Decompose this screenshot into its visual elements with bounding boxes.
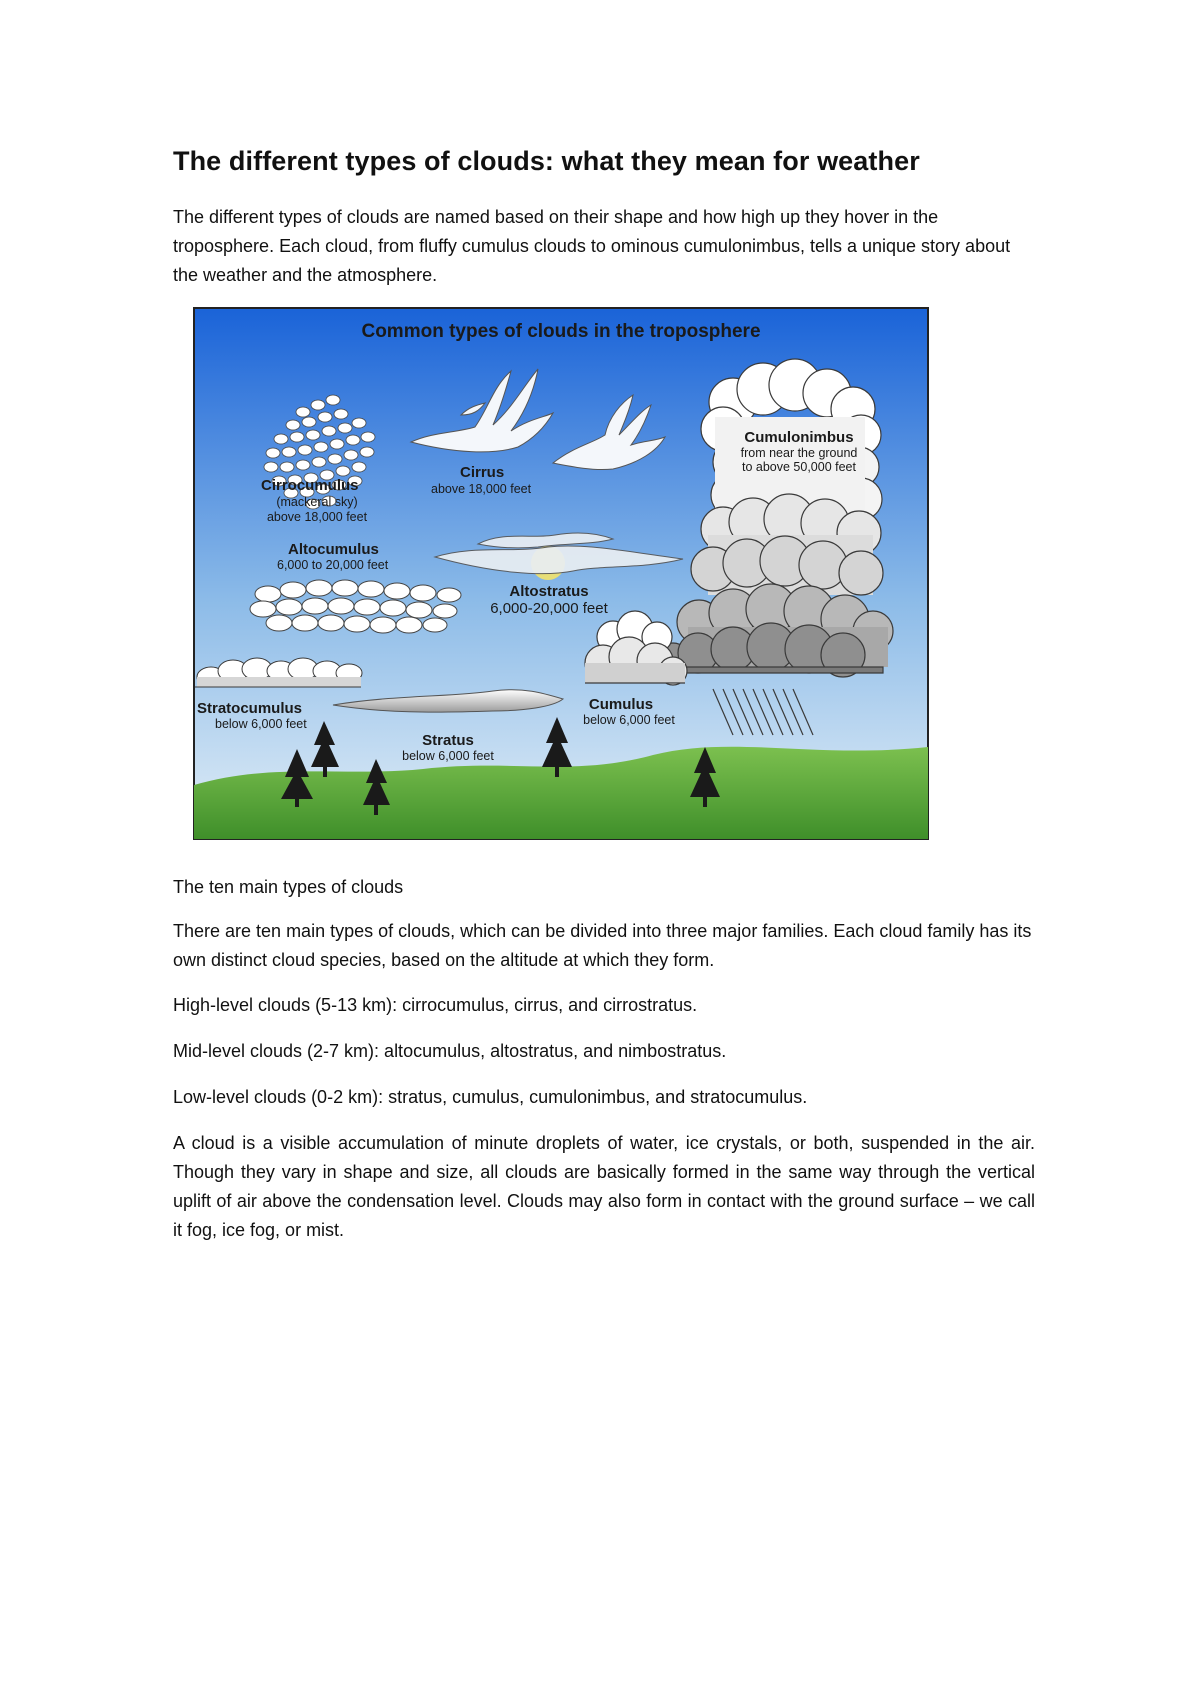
intro-paragraph: The different types of clouds are named based on their shape and how high up they hover in the troposphere. Each cloud, from fluffy cumulus clouds to ominous cumulonimbus, tells a unique story about the weather and the atmosphere. — [173, 207, 1011, 285]
cirrocumulus-sub2: above 18,000 feet — [266, 510, 368, 524]
stratocumulus-label: Stratocumulus — [197, 700, 303, 717]
cumulus-label: Cumulus — [588, 696, 654, 713]
altostratus-sub1: 6,000-20,000 feet — [490, 600, 608, 617]
section-heading: The ten main types of clouds — [173, 877, 404, 897]
cloud-types-diagram — [193, 307, 929, 840]
cirrocumulus-sub1: (mackeral sky) — [276, 495, 358, 509]
cloud-types-figure — [193, 307, 929, 840]
cumulonimbus-label: Cumulonimbus — [744, 429, 854, 446]
page-title: The different types of clouds: what they mean for weather — [173, 146, 920, 176]
cirrus-sub1: above 18,000 feet — [431, 482, 532, 496]
cirrus-label: Cirrus — [460, 464, 505, 481]
figure-title: Common types of clouds in the troposphere — [361, 321, 761, 342]
altostratus-label: Altostratus — [509, 583, 589, 600]
stratus-label: Stratus — [422, 732, 474, 749]
cumulonimbus-sub1: from near the ground — [740, 446, 858, 460]
altocumulus-cloud — [250, 580, 461, 633]
low-level-clouds: Low-level clouds (0-2 km): stratus, cumulus, cumulonimbus, and stratocumulus. — [173, 1087, 808, 1107]
mid-level-clouds: Mid-level clouds (2-7 km): altocumulus, altostratus, and nimbostratus. — [173, 1041, 727, 1061]
cumulus-sub1: below 6,000 feet — [583, 713, 675, 727]
altocumulus-label: Altocumulus — [288, 541, 379, 558]
stratocumulus-sub1: below 6,000 feet — [215, 717, 307, 731]
definition-paragraph: A cloud is a visible accumulation of minute droplets of water, ice crystals, or both, suspended in the air. Though they vary in shape and size, all clouds are basically formed in the same way through the vertical uplift of air above the condensation level. Clouds may also form in contact with the ground surface – we call it fog, ice fog, or mist. — [173, 1133, 1035, 1240]
high-level-clouds: High-level clouds (5-13 km): cirrocumulus, cirrus, and cirrostratus. — [173, 995, 698, 1015]
cirrocumulus-label: Cirrocumulus — [261, 477, 359, 494]
cumulonimbus-sub2: to above 50,000 feet — [742, 460, 856, 474]
stratus-sub1: below 6,000 feet — [402, 749, 494, 763]
altocumulus-sub1: 6,000 to 20,000 feet — [277, 558, 389, 572]
families-paragraph: There are ten main types of clouds, which can be divided into three major families. Each cloud family has its own distinct cloud species, based on the altitude at which they form. — [173, 921, 1032, 970]
